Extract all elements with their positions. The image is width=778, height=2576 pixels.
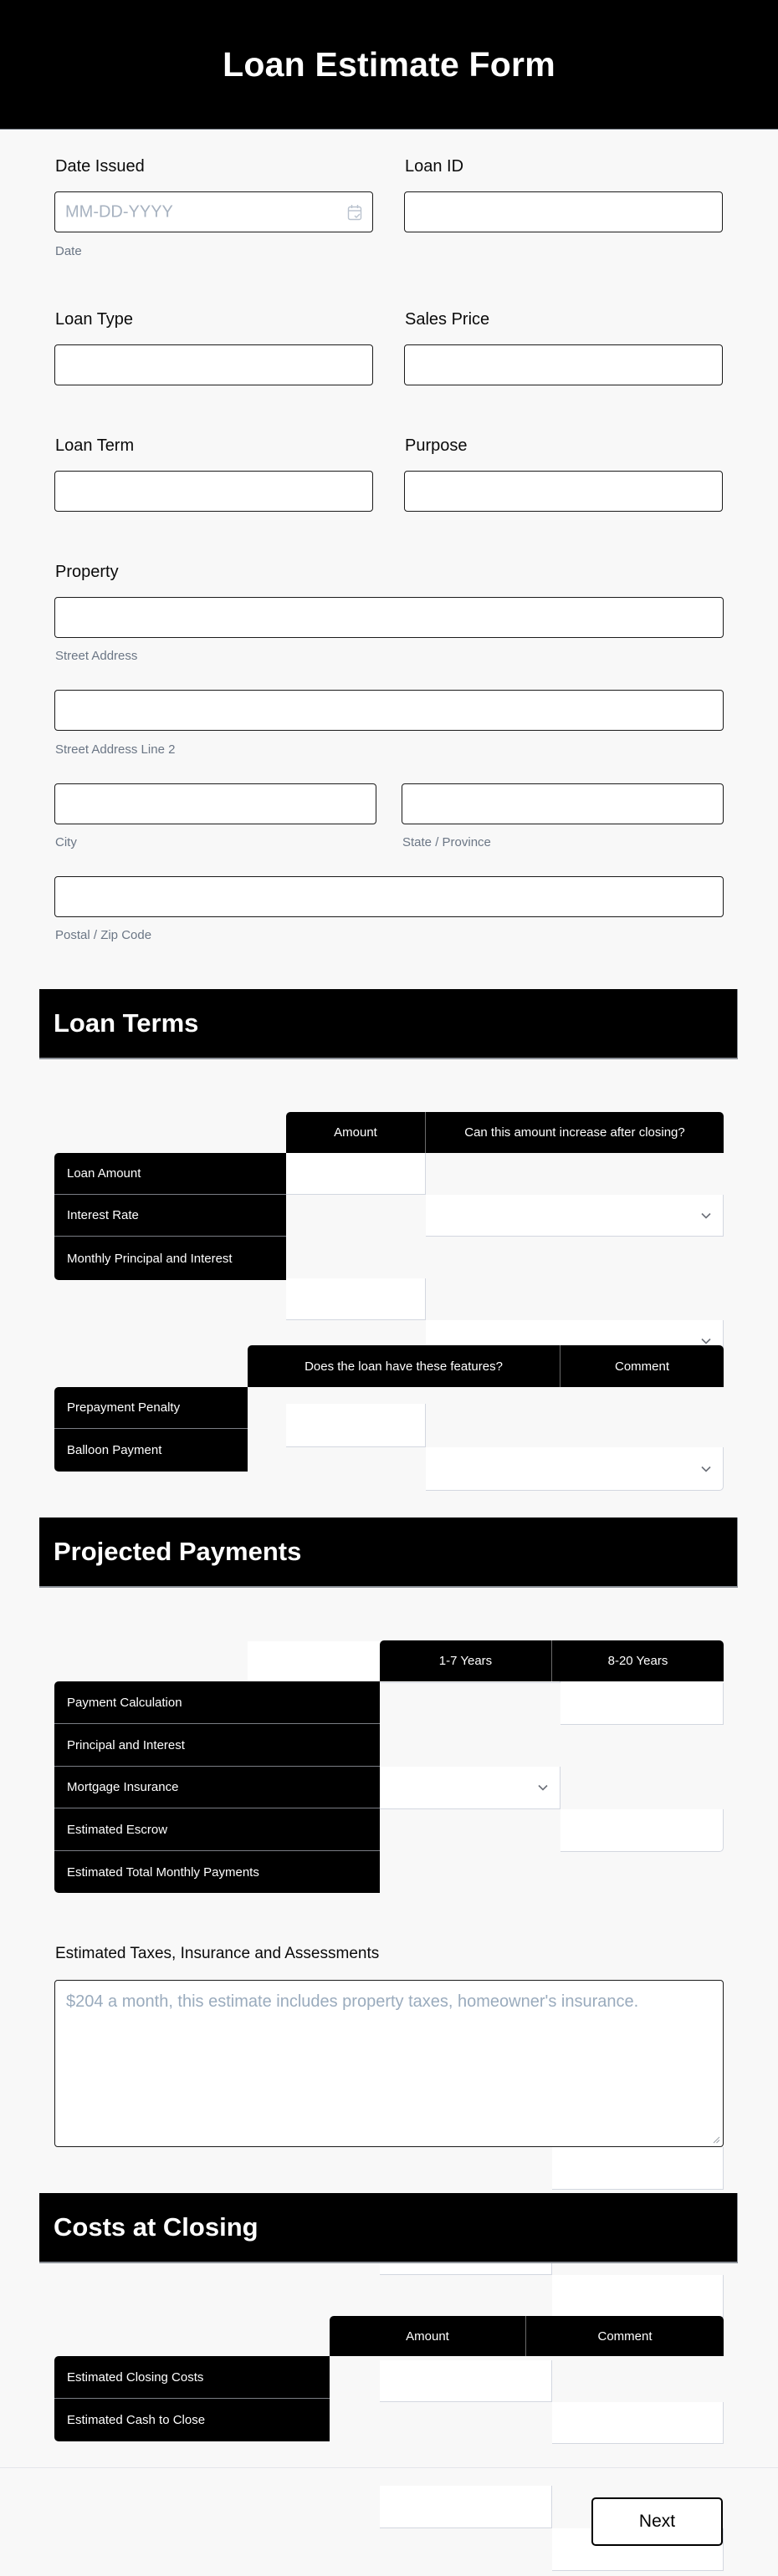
row-label-monthly-principal-interest: Monthly Principal and Interest bbox=[54, 1237, 286, 1280]
col-header-amount: Amount bbox=[330, 2316, 526, 2356]
col-header-amount: Amount bbox=[286, 1112, 426, 1153]
monthly-pi-increase-select[interactable] bbox=[426, 1447, 724, 1491]
street-address-input[interactable] bbox=[54, 597, 724, 638]
row-label-mortgage-insurance: Mortgage Insurance bbox=[54, 1767, 380, 1808]
property-label: Property bbox=[55, 563, 119, 581]
estimated-taxes-placeholder: $204 a month, this estimate includes property taxes, homeowner's insurance. bbox=[66, 1992, 639, 2011]
date-issued-label: Date Issued bbox=[55, 157, 145, 176]
street-address-line2-input[interactable] bbox=[54, 690, 724, 731]
footer-divider bbox=[0, 2467, 778, 2468]
row-label-loan-amount: Loan Amount bbox=[54, 1153, 286, 1195]
date-issued-sublabel: Date bbox=[55, 244, 82, 258]
col-header-can-increase: Can this amount increase after closing? bbox=[426, 1112, 724, 1153]
interest-rate-amount-input[interactable] bbox=[286, 1278, 426, 1320]
sales-price-input[interactable] bbox=[404, 344, 723, 385]
next-button[interactable]: Next bbox=[591, 2497, 723, 2546]
row-label-estimated-closing-costs: Estimated Closing Costs bbox=[54, 2356, 330, 2399]
city-input[interactable] bbox=[54, 783, 376, 824]
mortgage-insurance-1-7-input[interactable] bbox=[380, 2360, 552, 2402]
section-header-loan-terms bbox=[39, 989, 738, 1059]
chevron-down-icon bbox=[701, 1466, 711, 1472]
row-label-principal-interest: Principal and Interest bbox=[54, 1724, 380, 1767]
col-header-comment: Comment bbox=[526, 2316, 724, 2356]
calendar-icon[interactable] bbox=[347, 204, 362, 221]
col-header-1-7-years: 1-7 Years bbox=[380, 1640, 552, 1681]
form-header bbox=[0, 0, 778, 130]
loan-id-input[interactable] bbox=[404, 191, 723, 232]
col-header-comment: Comment bbox=[560, 1345, 724, 1387]
section-header-costs-at-closing bbox=[39, 2193, 738, 2263]
estimated-escrow-1-7-input[interactable] bbox=[380, 2486, 552, 2528]
chevron-down-icon bbox=[538, 1784, 548, 1791]
resize-handle-icon[interactable] bbox=[712, 2135, 720, 2144]
chevron-down-icon bbox=[701, 1212, 711, 1219]
loan-type-input[interactable] bbox=[54, 344, 373, 385]
estimated-taxes-textarea[interactable] bbox=[54, 1980, 724, 2147]
street-address-sublabel: Street Address bbox=[55, 649, 138, 663]
col-header-8-20-years: 8-20 Years bbox=[552, 1640, 724, 1681]
row-label-estimated-escrow: Estimated Escrow bbox=[54, 1808, 380, 1851]
col-header-loan-features: Does the loan have these features? bbox=[248, 1345, 560, 1387]
monthly-pi-amount-input[interactable] bbox=[286, 1404, 426, 1447]
row-label-interest-rate: Interest Rate bbox=[54, 1195, 286, 1237]
state-province-sublabel: State / Province bbox=[402, 835, 491, 849]
street-address-line2-sublabel: Street Address Line 2 bbox=[55, 742, 176, 757]
purpose-label: Purpose bbox=[405, 436, 468, 455]
principal-interest-8-20-input[interactable] bbox=[552, 2275, 724, 2318]
loan-amount-amount-input[interactable] bbox=[286, 1153, 426, 1195]
section-header-projected-payments bbox=[39, 1518, 738, 1588]
row-label-prepayment-penalty: Prepayment Penalty bbox=[54, 1387, 248, 1429]
loan-term-label: Loan Term bbox=[55, 436, 135, 455]
balloon-payment-comment-input[interactable] bbox=[560, 1809, 724, 1852]
form-title: Loan Estimate Form bbox=[223, 44, 555, 84]
row-label-balloon-payment: Balloon Payment bbox=[54, 1429, 248, 1472]
loan-type-label: Loan Type bbox=[55, 310, 134, 329]
state-province-input[interactable] bbox=[402, 783, 724, 824]
city-sublabel: City bbox=[55, 835, 77, 849]
row-label-estimated-cash-to-close: Estimated Cash to Close bbox=[54, 2399, 330, 2441]
row-label-estimated-total-monthly: Estimated Total Monthly Payments bbox=[54, 1851, 380, 1893]
loan-id-label: Loan ID bbox=[405, 157, 464, 176]
postal-zip-input[interactable] bbox=[54, 876, 724, 917]
date-issued-placeholder: MM-DD-YYYY bbox=[65, 202, 173, 221]
payment-calculation-8-20-input[interactable] bbox=[552, 2147, 724, 2190]
section-title: Loan Terms bbox=[54, 1008, 199, 1038]
prepayment-penalty-comment-input[interactable] bbox=[560, 1683, 724, 1725]
postal-zip-sublabel: Postal / Zip Code bbox=[55, 928, 152, 942]
purpose-input[interactable] bbox=[404, 471, 723, 512]
estimated-taxes-label: Estimated Taxes, Insurance and Assessments bbox=[55, 1945, 380, 1962]
date-issued-input[interactable] bbox=[54, 191, 373, 232]
chevron-down-icon bbox=[701, 1338, 711, 1344]
section-title: Costs at Closing bbox=[54, 2212, 258, 2242]
loan-amount-increase-select[interactable] bbox=[426, 1195, 724, 1237]
mortgage-insurance-8-20-input[interactable] bbox=[552, 2402, 724, 2444]
section-title: Projected Payments bbox=[54, 1537, 302, 1566]
loan-term-input[interactable] bbox=[54, 471, 373, 512]
row-label-payment-calculation: Payment Calculation bbox=[54, 1681, 380, 1724]
sales-price-label: Sales Price bbox=[405, 310, 490, 329]
